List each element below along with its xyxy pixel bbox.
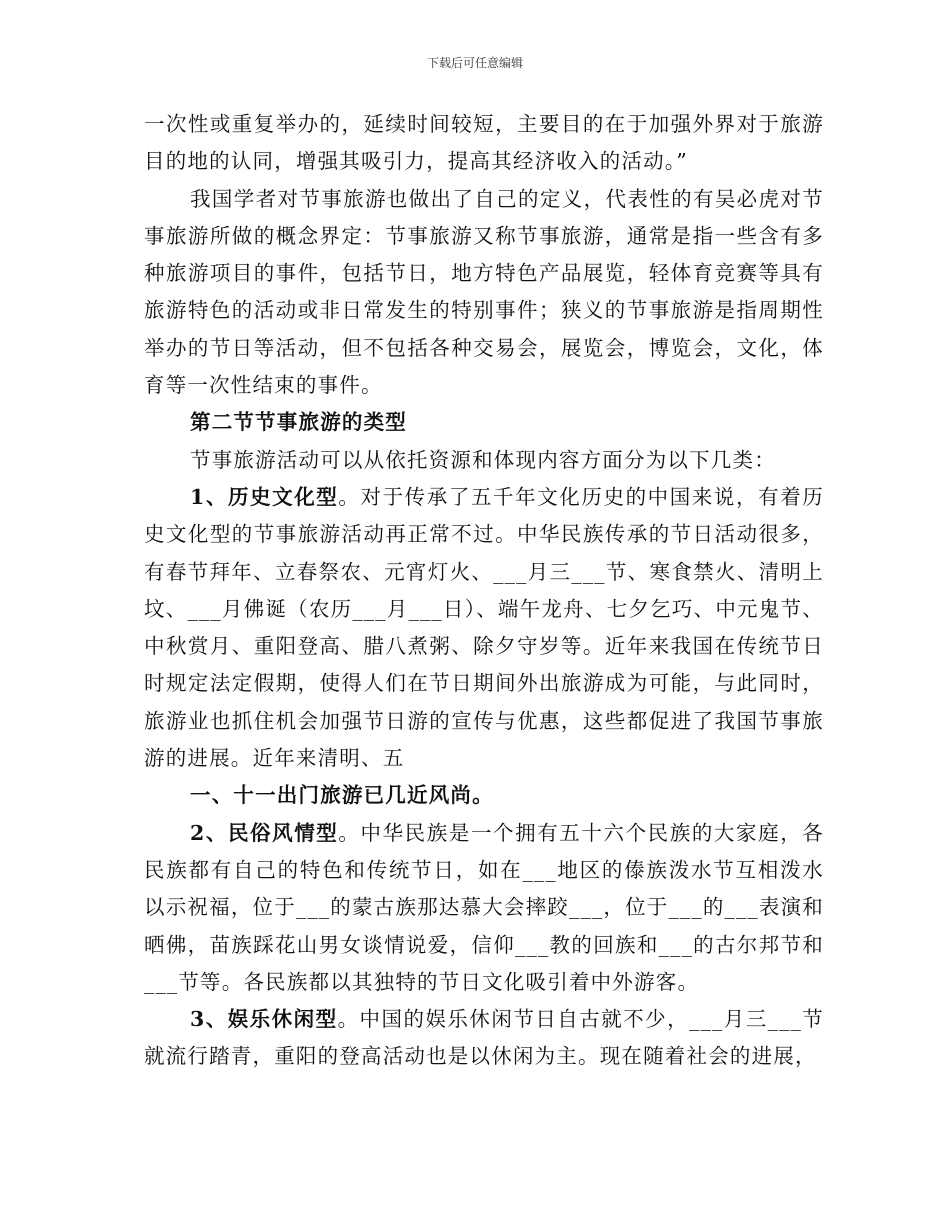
document-body <box>144 106 824 1076</box>
page-header: 下载后可任意编辑 <box>426 56 523 70</box>
paragraph-text: 。中华民族是一个拥有五十六个民族的大家庭，各民族都有自己的特色和传统节日，如在___地区的傣族泼水节互相泼水以示祝福，位于___的蒙古族那达慕大会摔跤___，位于___的___表演和晒佛，苗族踩花山男女谈情说爱，信仰___教的回族和___的古尔邦节和___节等。各民族都以其独特的节日文化吸引着中外游客。 <box>144 820 824 994</box>
paragraph-text: 。中国的娱乐休闲节日自古就不少，___月三___节就流行踏青，重阳的登高活动也是以休闲为主。现在随着社会的进展， <box>144 1007 825 1069</box>
type-lead-history: 1、历史文化型 <box>190 484 339 509</box>
type-lead-folk: 2、民俗风情型 <box>190 820 339 845</box>
paragraph: 节事旅游活动可以从依托资源和体现内容方面分为以下几类： <box>190 447 776 472</box>
type-lead-leisure: 3、娱乐休闲型 <box>190 1007 338 1032</box>
paragraph: 我国学者对节事旅游也做出了自己的定义，代表性的有吴必虎对节事旅游所做的概念界定：节事旅游又称节事旅游，通常是指一些含有多种旅游项目的事件，包括节日，地方特色产品展览，轻体育竞赛等具有旅游特色的活动或非日常发生的特别事件；狭义的节事旅游是指周期性举办的节日等活动，但不包括各种交易会，展览会，博览会，文化，体育等一次性结束的事件。 <box>144 186 824 398</box>
paragraph <box>144 1001 824 1076</box>
paragraph <box>144 479 824 777</box>
paragraph <box>144 815 824 1001</box>
section-heading: 第二节节事旅游的类型 <box>190 410 407 435</box>
paragraph-text: 。对于传承了五千年文化历史的中国来说，有着历史文化型的节事旅游活动再正常不过。中华民族传承的节日活动很多，有春节拜年、立春祭农、元宵灯火、___月三___节、寒食禁火、清明上坟、___月佛诞（农历___月___日）、端午龙舟、七夕乞巧、中元鬼节、中秋赏月、重阳登高、腊八煮粥、除夕守岁等。近年来我国在传统节日时规定法定假期，使得人们在节日期间外出旅游成为可能，与此同时，旅游业也抓住机会加强节日游的宣传与优惠，这些都促进了我国节事旅游的进展。近年来清明、五 <box>144 484 824 771</box>
emphasis-line: 一、十一出门旅游已几近风尚。 <box>190 783 494 808</box>
paragraph: 一次性或重复举办的，延续时间较短，主要目的在于加强外界对于旅游目的地的认同，增强其吸引力，提高其经济收入的活动。” <box>144 112 824 174</box>
